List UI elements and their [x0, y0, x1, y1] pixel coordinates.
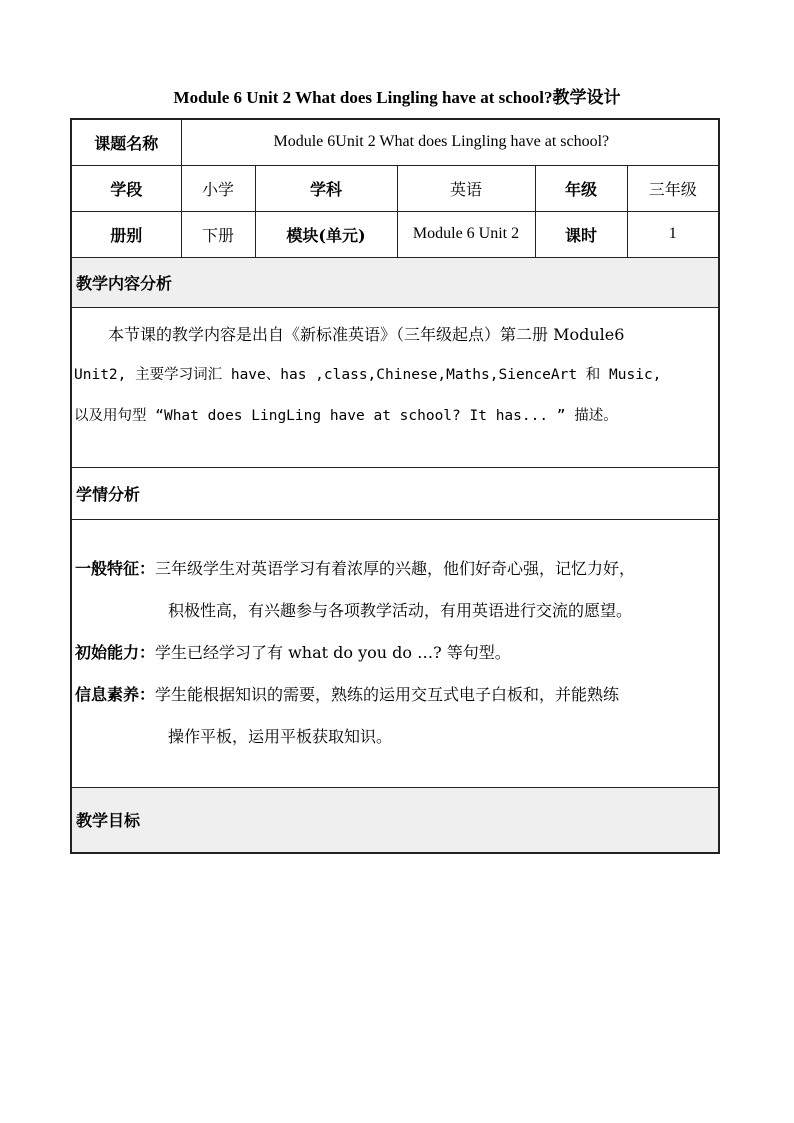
learner-analysis-heading: 学情分析 — [71, 467, 719, 519]
grade-label: 年级 — [535, 165, 627, 211]
literacy-text-2: 操作平板，运用平板获取知识。 — [168, 726, 393, 746]
literacy-text-1: 学生能根据知识的需要，熟练的运用交互式电子白板和，并能熟练 — [155, 684, 620, 704]
content-analysis-row — [71, 307, 719, 467]
learner-analysis-text — [71, 519, 719, 787]
content-line-3: 以及用句型 “What does LingLing have at school? It has... ” 描述。 — [74, 407, 618, 424]
stage-label: 学段 — [71, 165, 181, 211]
objectives-heading-row — [71, 787, 719, 853]
volume-row — [71, 211, 719, 257]
topic-value: Module 6Unit 2 What does Lingling have at school? — [181, 119, 719, 165]
content-line-2: Unit2, 主要学习词汇 have、has ,class,Chinese,Maths,SienceArt 和 Music, — [74, 366, 662, 383]
content-analysis-heading: 教学内容分析 — [71, 257, 719, 307]
period-value: 1 — [627, 211, 719, 257]
subject-label: 学科 — [255, 165, 397, 211]
content-analysis-text — [71, 307, 719, 467]
module-label: 模块(单元) — [255, 211, 397, 257]
feature-label: 一般特征： — [75, 558, 156, 578]
grade-value: 三年级 — [627, 165, 719, 211]
volume-label: 册别 — [71, 211, 181, 257]
lesson-plan-table — [70, 118, 720, 854]
objectives-heading: 教学目标 — [71, 787, 719, 853]
subject-value: 英语 — [397, 165, 535, 211]
stage-value: 小学 — [181, 165, 255, 211]
module-value: Module 6 Unit 2 — [397, 211, 535, 257]
period-label: 课时 — [535, 211, 627, 257]
learner-analysis-row — [71, 519, 719, 787]
content-analysis-heading-row — [71, 257, 719, 307]
learner-analysis-heading-row — [71, 467, 719, 519]
content-line-1: 本节课的教学内容是出自《新标准英语》（三年级起点）第二册 Module6 — [108, 324, 625, 344]
feature-text-2: 积极性高，有兴趣参与各项教学活动，有用英语进行交流的愿望。 — [168, 600, 633, 620]
literacy-label: 信息素养： — [75, 684, 156, 704]
volume-value: 下册 — [181, 211, 255, 257]
ability-label: 初始能力： — [75, 642, 156, 662]
stage-row — [71, 165, 719, 211]
feature-text-1: 三年级学生对英语学习有着浓厚的兴趣，他们好奇心强，记忆力好， — [155, 558, 636, 578]
topic-label: 课题名称 — [71, 119, 181, 165]
topic-row — [71, 119, 719, 165]
ability-text: 学生已经学习了有 what do you do …? 等句型。 — [155, 642, 511, 662]
document-title: Module 6 Unit 2 What does Lingling have at school?教学设计 — [173, 88, 621, 107]
